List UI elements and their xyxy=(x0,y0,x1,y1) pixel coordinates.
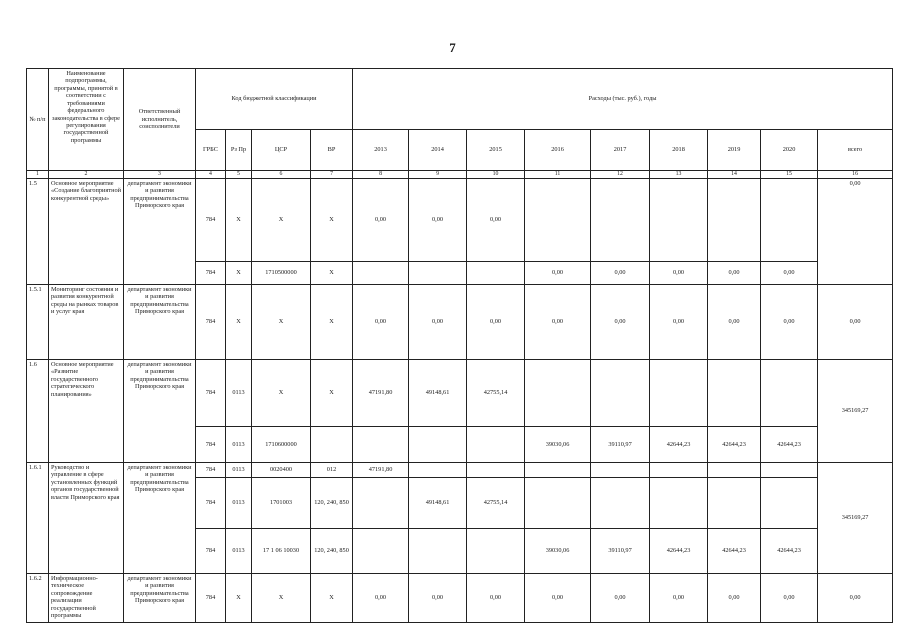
cell-value: 0,00 xyxy=(467,285,525,360)
row-total: 345169,27 xyxy=(818,463,893,574)
cell-grbs: 784 xyxy=(196,529,226,574)
header-num: № п/п xyxy=(27,69,49,171)
cell-value xyxy=(761,179,818,262)
cell-grbs: 784 xyxy=(196,574,226,623)
cell-value: 49148,61 xyxy=(409,360,467,427)
header-responsible: Ответственный исполнитель, соисполнители xyxy=(124,69,196,171)
cell-value: 42644,23 xyxy=(650,529,708,574)
cell-value xyxy=(650,478,708,529)
cell-rzpr: Х xyxy=(226,574,252,623)
cell-value: 47191,80 xyxy=(353,463,409,478)
column-number: 9 xyxy=(409,171,467,179)
cell-value xyxy=(525,179,591,262)
cell-value xyxy=(761,478,818,529)
cell-value: 39030,06 xyxy=(525,427,591,463)
cell-value: 0,00 xyxy=(591,574,650,623)
cell-value: 0,00 xyxy=(650,574,708,623)
cell-value: 0,00 xyxy=(761,262,818,285)
cell-value xyxy=(409,427,467,463)
cell-value xyxy=(467,262,525,285)
column-numbers-row xyxy=(27,171,893,179)
header-grbs: ГРБС xyxy=(196,130,226,171)
cell-value xyxy=(353,262,409,285)
column-number: 8 xyxy=(353,171,409,179)
table-row xyxy=(27,179,893,262)
row-responsible: департамент экономики и развития предпринимательства Приморского края xyxy=(124,463,196,574)
cell-value xyxy=(353,529,409,574)
header-csr: ЦСР xyxy=(252,130,311,171)
cell-rzpr: 0113 xyxy=(226,427,252,463)
header-year: 2015 xyxy=(467,130,525,171)
cell-vr: Х xyxy=(311,262,353,285)
cell-value xyxy=(708,463,761,478)
cell-grbs: 784 xyxy=(196,285,226,360)
cell-csr: Х xyxy=(252,285,311,360)
cell-vr: Х xyxy=(311,574,353,623)
cell-value xyxy=(525,463,591,478)
header-year: 2018 xyxy=(650,130,708,171)
cell-value xyxy=(353,478,409,529)
cell-csr: Х xyxy=(252,179,311,262)
cell-value xyxy=(467,529,525,574)
row-total: 0,00 xyxy=(818,574,893,623)
cell-value xyxy=(650,463,708,478)
cell-csr: 1710500000 xyxy=(252,262,311,285)
column-number: 12 xyxy=(591,171,650,179)
cell-grbs: 784 xyxy=(196,463,226,478)
cell-value: 0,00 xyxy=(708,574,761,623)
row-responsible: департамент экономики и развития предпринимательства Приморского края xyxy=(124,574,196,623)
cell-csr: Х xyxy=(252,574,311,623)
header-expenses: Расходы (тыс. руб.), годы xyxy=(353,69,893,130)
cell-value xyxy=(525,478,591,529)
cell-rzpr: 0113 xyxy=(226,360,252,427)
cell-value: 0,00 xyxy=(761,574,818,623)
cell-vr: 120, 240, 850 xyxy=(311,529,353,574)
header-year: 2016 xyxy=(525,130,591,171)
cell-value: 0,00 xyxy=(467,179,525,262)
cell-grbs: 784 xyxy=(196,262,226,285)
cell-value: 39030,06 xyxy=(525,529,591,574)
column-number: 6 xyxy=(252,171,311,179)
header-rzpr: Рз Пр xyxy=(226,130,252,171)
cell-value xyxy=(761,463,818,478)
cell-value xyxy=(409,463,467,478)
column-number: 4 xyxy=(196,171,226,179)
row-responsible: департамент экономики и развития предпринимательства Приморского края xyxy=(124,285,196,360)
cell-value: 42644,23 xyxy=(708,427,761,463)
cell-value xyxy=(591,360,650,427)
cell-value: 39110,97 xyxy=(591,529,650,574)
cell-value: 0,00 xyxy=(591,262,650,285)
cell-value: 0,00 xyxy=(591,285,650,360)
cell-value: 42644,23 xyxy=(761,529,818,574)
cell-rzpr: Х xyxy=(226,179,252,262)
header-year: 2020 xyxy=(761,130,818,171)
cell-value: 0,00 xyxy=(353,285,409,360)
cell-grbs: 784 xyxy=(196,360,226,427)
column-number: 14 xyxy=(708,171,761,179)
cell-value xyxy=(525,360,591,427)
cell-value xyxy=(761,360,818,427)
budget-table xyxy=(26,68,893,623)
cell-value xyxy=(591,179,650,262)
table-row xyxy=(27,574,893,623)
cell-value: 0,00 xyxy=(409,285,467,360)
row-total: 0,00 xyxy=(818,179,893,285)
header-name: Наименование подпрограммы, программы, принятой в соответствии с требованиями федерального законодательства в сфере регулирования государственной программы xyxy=(49,69,124,171)
header-year: 2019 xyxy=(708,130,761,171)
header-budget-code: Код бюджетной классификации xyxy=(196,69,353,130)
column-number: 10 xyxy=(467,171,525,179)
cell-value: 47191,80 xyxy=(353,360,409,427)
cell-value: 0,00 xyxy=(525,285,591,360)
cell-value xyxy=(708,179,761,262)
cell-rzpr: Х xyxy=(226,285,252,360)
column-number: 15 xyxy=(761,171,818,179)
cell-value: 0,00 xyxy=(467,574,525,623)
column-number: 2 xyxy=(49,171,124,179)
header-year: 2017 xyxy=(591,130,650,171)
cell-value: 0,00 xyxy=(708,285,761,360)
row-total: 0,00 xyxy=(818,285,893,360)
row-num: 1.6.1 xyxy=(27,463,49,574)
cell-grbs: 784 xyxy=(196,478,226,529)
cell-rzpr: 0113 xyxy=(226,478,252,529)
column-number: 16 xyxy=(818,171,893,179)
cell-value: 0,00 xyxy=(409,179,467,262)
cell-value: 0,00 xyxy=(650,285,708,360)
row-name: Основное мероприятие «Развитие государственного стратегического планирования» xyxy=(49,360,124,463)
cell-value: 39110,97 xyxy=(591,427,650,463)
header-row xyxy=(27,69,893,130)
row-name: Информационно-техническое сопровождение реализации государственной программы xyxy=(49,574,124,623)
cell-value: 0,00 xyxy=(525,262,591,285)
table-row xyxy=(27,285,893,360)
cell-value xyxy=(650,179,708,262)
cell-value: 42644,23 xyxy=(708,529,761,574)
table-row xyxy=(27,463,893,478)
cell-value: 42755,14 xyxy=(467,360,525,427)
row-responsible: департамент экономики и развития предпринимательства Приморского края xyxy=(124,179,196,285)
cell-value xyxy=(467,427,525,463)
cell-value: 0,00 xyxy=(525,574,591,623)
column-number: 13 xyxy=(650,171,708,179)
cell-vr xyxy=(311,427,353,463)
cell-grbs: 784 xyxy=(196,179,226,262)
cell-vr: Х xyxy=(311,285,353,360)
cell-value xyxy=(467,463,525,478)
row-total: 345169,27 xyxy=(818,360,893,463)
cell-value: 49148,61 xyxy=(409,478,467,529)
cell-value xyxy=(650,360,708,427)
cell-value: 42755,14 xyxy=(467,478,525,529)
cell-rzpr: 0113 xyxy=(226,463,252,478)
row-num: 1.5.1 xyxy=(27,285,49,360)
cell-csr: 0020400 xyxy=(252,463,311,478)
cell-value: 0,00 xyxy=(761,285,818,360)
cell-value xyxy=(409,529,467,574)
cell-value: 0,00 xyxy=(409,574,467,623)
cell-value: 0,00 xyxy=(353,574,409,623)
cell-grbs: 784 xyxy=(196,427,226,463)
column-number: 7 xyxy=(311,171,353,179)
cell-value: 0,00 xyxy=(708,262,761,285)
cell-csr: 17 1 06 10030 xyxy=(252,529,311,574)
cell-vr: Х xyxy=(311,360,353,427)
cell-csr: 1710600000 xyxy=(252,427,311,463)
column-number: 5 xyxy=(226,171,252,179)
header-year: 2014 xyxy=(409,130,467,171)
cell-csr: Х xyxy=(252,360,311,427)
row-name: Руководство и управление в сфере установленных функций органов государственной власти Приморского края xyxy=(49,463,124,574)
column-number: 11 xyxy=(525,171,591,179)
cell-value xyxy=(353,427,409,463)
cell-vr: 012 xyxy=(311,463,353,478)
cell-value: 42644,23 xyxy=(761,427,818,463)
cell-rzpr: Х xyxy=(226,262,252,285)
cell-value: 0,00 xyxy=(353,179,409,262)
cell-vr: 120, 240, 850 xyxy=(311,478,353,529)
cell-value: 0,00 xyxy=(650,262,708,285)
row-num: 1.6 xyxy=(27,360,49,463)
cell-value xyxy=(708,360,761,427)
column-number: 1 xyxy=(27,171,49,179)
column-number: 3 xyxy=(124,171,196,179)
cell-value xyxy=(591,478,650,529)
cell-vr: Х xyxy=(311,179,353,262)
row-num: 1.6.2 xyxy=(27,574,49,623)
cell-value xyxy=(409,262,467,285)
row-num: 1.5 xyxy=(27,179,49,285)
row-name: Мониторинг состояния и развития конкурентной среды на рынках товаров и услуг края xyxy=(49,285,124,360)
cell-value: 42644,23 xyxy=(650,427,708,463)
row-name: Основное мероприятие «Создание благоприятной конкурентной среды» xyxy=(49,179,124,285)
row-responsible: департамент экономики и развития предпринимательства Приморского края xyxy=(124,360,196,463)
cell-value xyxy=(591,463,650,478)
cell-rzpr: 0113 xyxy=(226,529,252,574)
header-vr: ВР xyxy=(311,130,353,171)
header-year: 2013 xyxy=(353,130,409,171)
cell-value xyxy=(708,478,761,529)
cell-csr: 1701003 xyxy=(252,478,311,529)
page-number: 7 xyxy=(449,40,456,55)
header-year: всего xyxy=(818,130,893,171)
table-row xyxy=(27,360,893,427)
